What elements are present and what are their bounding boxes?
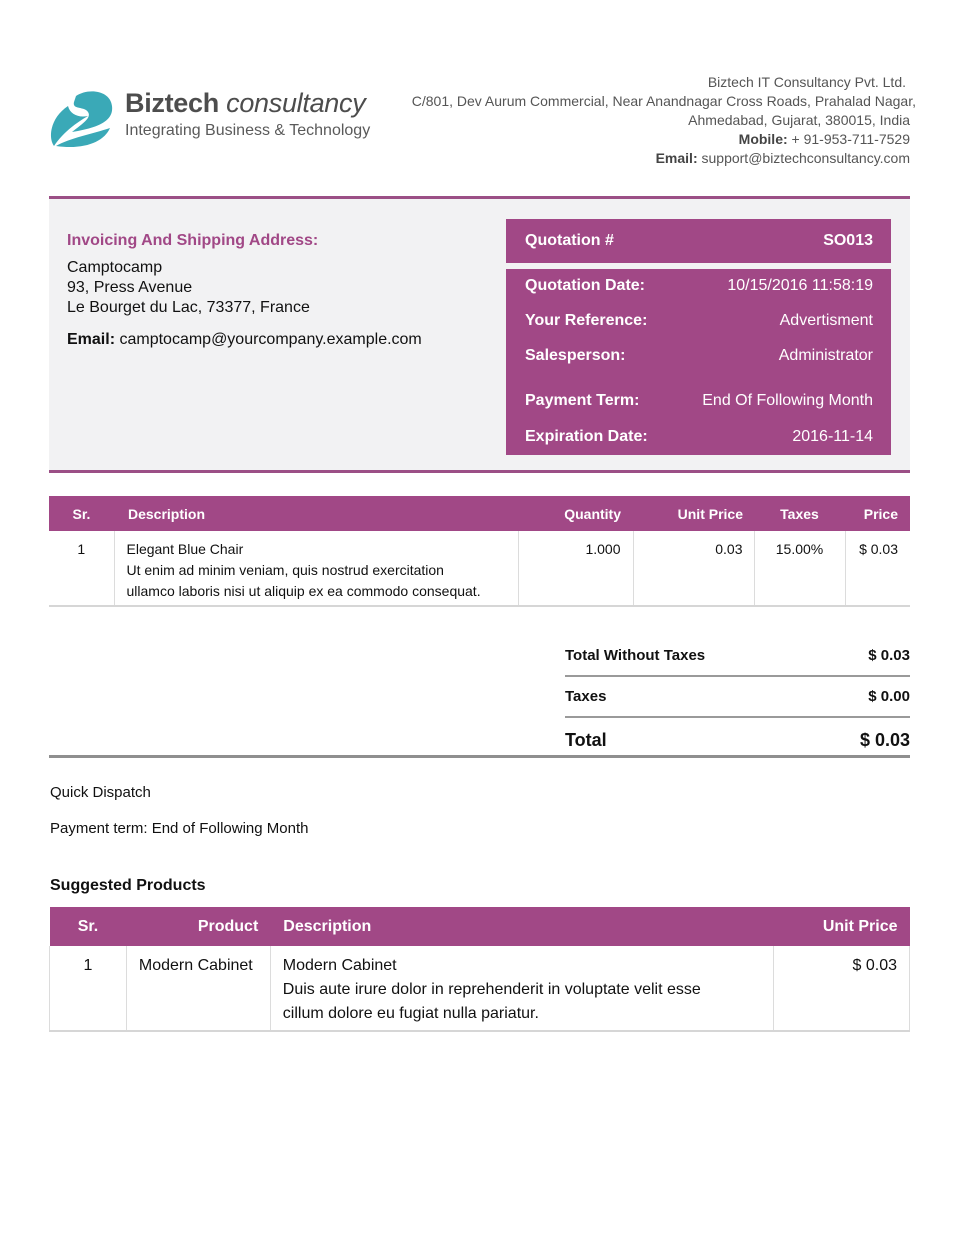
order-header-row bbox=[49, 496, 910, 531]
company-logo bbox=[48, 86, 371, 150]
line-quantity: 1.000 bbox=[518, 531, 633, 606]
sugg-unit-price: $ 0.03 bbox=[774, 946, 910, 1031]
line-taxes: 15.00% bbox=[754, 531, 845, 606]
company-address-block bbox=[411, 73, 916, 168]
quotation-number-label: Quotation # bbox=[525, 232, 614, 249]
order-lines-table bbox=[49, 496, 910, 607]
line-desc-1: Ut enim ad minim veniam, quis nostrud exercitation bbox=[126, 562, 444, 578]
totals-divider bbox=[49, 755, 910, 758]
col-sr: Sr. bbox=[49, 496, 114, 531]
customer-name: Camptocamp bbox=[67, 259, 163, 276]
customer-city: Le Bourget du Lac, 73377, France bbox=[67, 299, 310, 316]
line-sr: 1 bbox=[77, 541, 86, 557]
line-price: $ 0.03 bbox=[845, 531, 910, 606]
table-row bbox=[50, 946, 910, 1031]
table-row bbox=[49, 531, 910, 606]
sugg-desc-1: Duis aute irure dolor in reprehenderit in voluptate velit esse bbox=[282, 981, 701, 998]
payment-term-row: Payment Term: End Of Following Month bbox=[525, 392, 873, 409]
expiration-date-row: Expiration Date: 2016-11-14 bbox=[525, 428, 873, 445]
untaxed-row: Total Without Taxes $ 0.03 bbox=[565, 636, 910, 677]
sugg-desc-2: cillum dolore eu fugiat nulla pariatur. bbox=[282, 1005, 539, 1022]
sugg-desc-title: Modern Cabinet bbox=[282, 957, 397, 974]
taxes-row: Taxes $ 0.00 bbox=[565, 677, 910, 718]
logo-wordmark: Biztech consultancy bbox=[125, 88, 366, 118]
col-unit-price: Unit Price bbox=[633, 496, 754, 531]
line-product: Elegant Blue Chair bbox=[126, 541, 244, 557]
address-heading: Invoicing And Shipping Address: bbox=[67, 232, 319, 249]
salesperson-row: Salesperson: Administrator bbox=[525, 347, 873, 364]
col-description: Description bbox=[114, 496, 518, 531]
col-taxes: Taxes bbox=[754, 496, 845, 531]
suggested-products-table bbox=[49, 907, 910, 1032]
swoosh-logo-icon bbox=[48, 88, 114, 148]
quotation-details bbox=[506, 269, 891, 455]
suggested-products-title: Suggested Products bbox=[50, 877, 206, 894]
col-product: Product bbox=[126, 907, 270, 946]
customer-street: 93, Press Avenue bbox=[67, 279, 193, 296]
company-name: Biztech IT Consultancy Pvt. Ltd. bbox=[707, 74, 906, 90]
customer-email: Email: camptocamp@yourcompany.example.com bbox=[67, 331, 422, 348]
sugg-sr: 1 bbox=[83, 957, 93, 974]
total-row: Total $ 0.03 bbox=[565, 729, 910, 750]
company-mobile: Mobile: + 91-953-711-7529 bbox=[738, 131, 910, 147]
col-quantity: Quantity bbox=[518, 496, 633, 531]
quotation-number-bar bbox=[506, 219, 891, 263]
company-address-line1: C/801, Dev Aurum Commercial, Near Anandnagar Cross Roads, Prahalad Nagar, bbox=[411, 93, 916, 109]
customer-address bbox=[67, 232, 422, 349]
col-description: Description bbox=[270, 907, 773, 946]
col-price: Price bbox=[845, 496, 910, 531]
col-unit-price: Unit Price bbox=[774, 907, 910, 946]
company-address-line2: Ahmedabad, Gujarat, 380015, India bbox=[688, 112, 910, 128]
reference-row: Your Reference: Advertisment bbox=[525, 312, 873, 329]
quotation-date-row: Quotation Date: 10/15/2016 11:58:19 bbox=[525, 277, 873, 294]
suggested-header-row bbox=[50, 907, 910, 946]
totals-block bbox=[565, 636, 910, 762]
line-unit-price: 0.03 bbox=[633, 531, 754, 606]
note-dispatch: Quick Dispatch bbox=[50, 784, 151, 801]
document-header bbox=[0, 0, 960, 190]
note-payment-term: Payment term: End of Following Month bbox=[50, 820, 309, 837]
logo-tagline: Integrating Business & Technology bbox=[125, 122, 371, 139]
sugg-description bbox=[270, 946, 773, 1031]
company-email: Email: support@biztechconsultancy.com bbox=[655, 150, 910, 166]
line-description bbox=[114, 531, 518, 606]
info-band bbox=[49, 196, 910, 473]
col-sr: Sr. bbox=[50, 907, 127, 946]
line-desc-2: ullamco laboris nisi ut aliquip ex ea commodo consequat. bbox=[126, 583, 481, 599]
sugg-product: Modern Cabinet bbox=[126, 946, 270, 1031]
quotation-number: SO013 bbox=[823, 232, 873, 249]
